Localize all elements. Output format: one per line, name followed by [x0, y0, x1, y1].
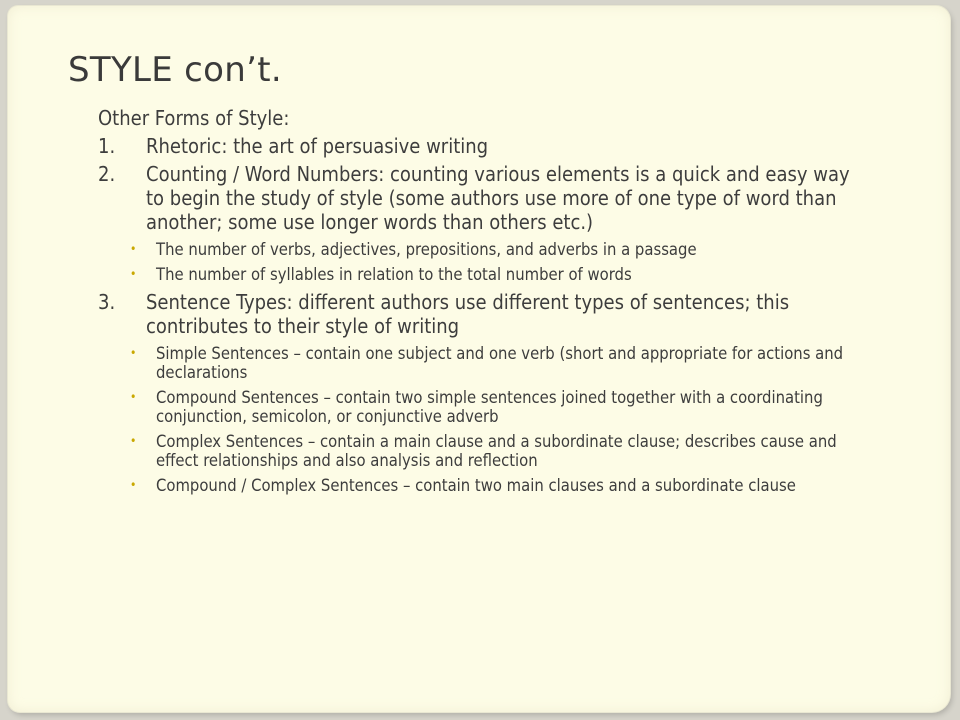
list-item-text: Sentence Types: different authors use different types of sentences; this contributes to their style of writing	[146, 290, 790, 338]
bullet-icon: •	[130, 478, 137, 492]
list-item-number: 3.	[98, 290, 116, 314]
slide-content	[98, 106, 868, 501]
sub-list-item-text: The number of syllables in relation to the total number of words	[156, 265, 632, 284]
list-item-text: Rhetoric: the art of persuasive writing	[146, 134, 489, 158]
slide-title: STYLE con’t.	[68, 50, 282, 90]
list-item-number: 1.	[98, 134, 116, 158]
bullet-icon: •	[130, 346, 137, 360]
sub-list-item-text: Simple Sentences – contain one subject and one verb (short and appropriate for actions and declarations	[156, 344, 844, 382]
bullet-icon: •	[130, 390, 137, 404]
list-item	[98, 134, 868, 158]
list-item-number: 2.	[98, 162, 116, 186]
bullet-icon: •	[130, 434, 137, 448]
bullet-icon: •	[130, 267, 137, 281]
bullet-icon: •	[130, 242, 137, 256]
list-item	[98, 290, 868, 495]
list-item-text: Counting / Word Numbers: counting various elements is a quick and easy way to begin the study of style (some authors use more of one type of word than another; some use longer words than others etc.)	[146, 162, 850, 234]
sub-list-item-text: Compound / Complex Sentences – contain two main clauses and a subordinate clause	[156, 476, 796, 495]
sub-list-item	[130, 344, 868, 382]
intro-text: Other Forms of Style:	[98, 106, 290, 130]
sub-list-item-text: Compound Sentences – contain two simple sentences joined together with a coordinating conjunction, semicolon, or conjunctive adverb	[156, 388, 823, 426]
sub-list	[130, 240, 868, 284]
sub-list-item	[130, 432, 868, 470]
numbered-list	[98, 134, 868, 495]
sub-list-item	[130, 388, 868, 426]
sub-list-item-text: Complex Sentences – contain a main clause and a subordinate clause; describes cause and effect relationships and also analysis and reflection	[156, 432, 837, 470]
sub-list-item-text: The number of verbs, adjectives, prepositions, and adverbs in a passage	[156, 240, 697, 259]
sub-list-item	[130, 476, 868, 495]
list-item	[98, 162, 868, 284]
sub-list-item	[130, 265, 868, 284]
sub-list	[130, 344, 868, 495]
sub-list-item	[130, 240, 868, 259]
